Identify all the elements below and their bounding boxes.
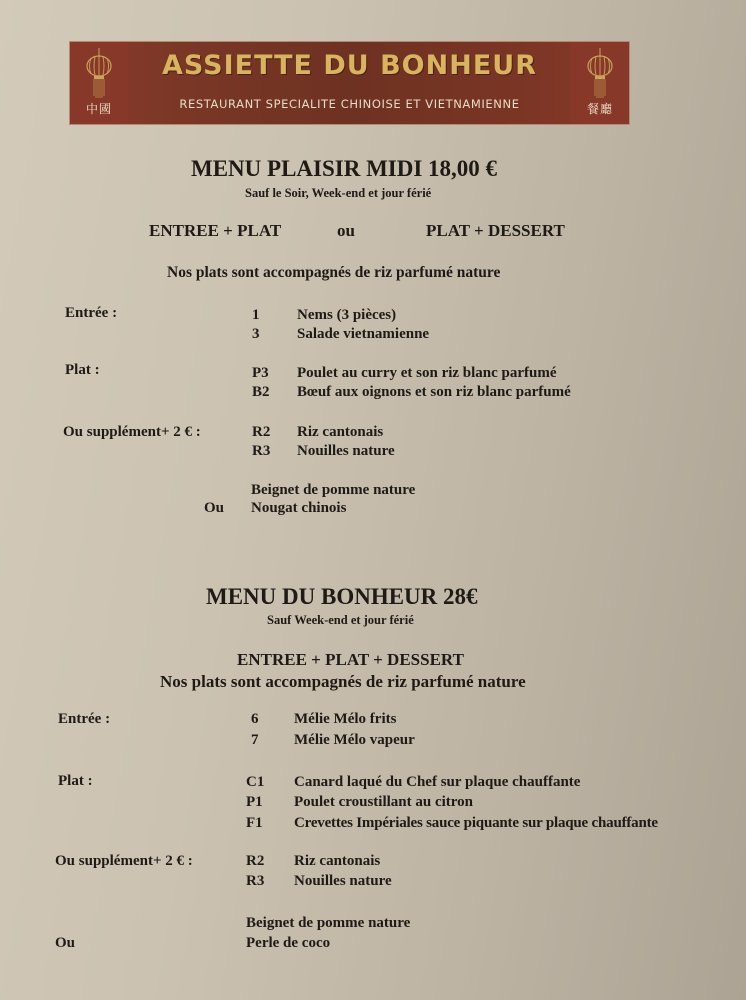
menu2-title: MENU DU BONHEUR 28€: [206, 584, 478, 609]
menu2-entree-code: 6: [251, 711, 259, 727]
menu1-dessert-item: Beignet de pomme nature: [251, 482, 416, 498]
banner-left-panel: [70, 42, 128, 124]
menu1-entree-code: 3: [252, 326, 260, 342]
menu2-dessert-item: Beignet de pomme nature: [246, 915, 411, 931]
menu2-supplement-item: Riz cantonais: [294, 853, 381, 869]
menu2-entree-label: Entrée :: [58, 711, 111, 727]
restaurant-tagline: RESTAURANT SPECIALITE CHINOISE ET VIETNAMIENNE: [179, 97, 520, 111]
menu1-plat-item: Bœuf aux oignons et son riz blanc parfumé: [297, 384, 571, 400]
menu1-plat-item: Poulet au curry et son riz blanc parfumé: [297, 365, 557, 381]
menu1-entree-code: 1: [252, 307, 260, 323]
menu2-plat-label: Plat :: [58, 773, 93, 789]
menu2-dessert-item: Perle de coco: [246, 935, 331, 951]
menu1-entree-label: Entrée :: [65, 305, 118, 321]
menu1-supplement-code: R3: [252, 443, 271, 459]
menu1-formula-right: PLAT + DESSERT: [426, 221, 565, 240]
menu1-dessert-or: Ou: [204, 500, 225, 516]
menu2-entree-item: Mélie Mélo frits: [294, 711, 397, 727]
menu1-supplement-item: Nouilles nature: [297, 443, 395, 459]
menu1-dessert-item: Nougat chinois: [251, 500, 347, 516]
menu2-plat-item: Canard laqué du Chef sur plaque chauffante: [294, 774, 581, 790]
menu1-entree-item: Nems (3 pièces): [297, 307, 397, 323]
menu2-plat-item: Poulet croustillant au citron: [294, 794, 474, 810]
banner-right-panel: [571, 42, 629, 124]
restaurant-name: ASSIETTE DU BONHEUR: [162, 50, 537, 81]
menu1-condition: Sauf le Soir, Week-end et jour férié: [245, 186, 432, 200]
menu2-supplement-code: R3: [246, 873, 265, 889]
restaurant-banner: [70, 42, 629, 124]
banner-right-characters: 餐廳: [586, 102, 613, 116]
menu2-plat-code: P1: [246, 794, 263, 810]
menu1-formula-left: ENTREE + PLAT: [149, 221, 282, 240]
lantern-icon: [585, 48, 615, 100]
menu1-supplement-code: R2: [252, 424, 271, 440]
menu2-rice-note: Nos plats sont accompagnés de riz parfumé nature: [160, 672, 526, 691]
menu2-condition: Sauf Week-end et jour férié: [267, 613, 414, 627]
menu1-entree-item: Salade vietnamienne: [297, 326, 430, 342]
menu1-supplement-label: Ou supplément+ 2 € :: [63, 424, 201, 440]
menu1-plat-label: Plat :: [65, 362, 100, 378]
menu2-plat-code: C1: [246, 774, 265, 790]
banner-left-characters: 中國: [85, 102, 112, 116]
menu1-title: MENU PLAISIR MIDI 18,00 €: [191, 156, 498, 181]
menu2-entree-item: Mélie Mélo vapeur: [294, 732, 415, 748]
menu1-plat-code: P3: [252, 365, 269, 381]
menu2-supplement-item: Nouilles nature: [294, 873, 392, 889]
menu2-supplement-code: R2: [246, 853, 265, 869]
menu1-formula-or: ou: [337, 221, 355, 240]
menu2-entree-code: 7: [251, 732, 259, 748]
menu1-plat-code: B2: [252, 384, 270, 400]
menu2-plat-item: Crevettes Impériales sauce piquante sur plaque chauffante: [294, 815, 658, 831]
menu2-dessert-or: Ou: [55, 935, 76, 951]
lantern-icon: [84, 48, 114, 100]
menu1-supplement-item: Riz cantonais: [297, 424, 384, 440]
menu2-supplement-label: Ou supplément+ 2 € :: [55, 853, 193, 869]
menu1-rice-note: Nos plats sont accompagnés de riz parfumé nature: [167, 264, 501, 281]
menu2-formula: ENTREE + PLAT + DESSERT: [237, 650, 464, 669]
menu2-plat-code: F1: [246, 815, 263, 831]
